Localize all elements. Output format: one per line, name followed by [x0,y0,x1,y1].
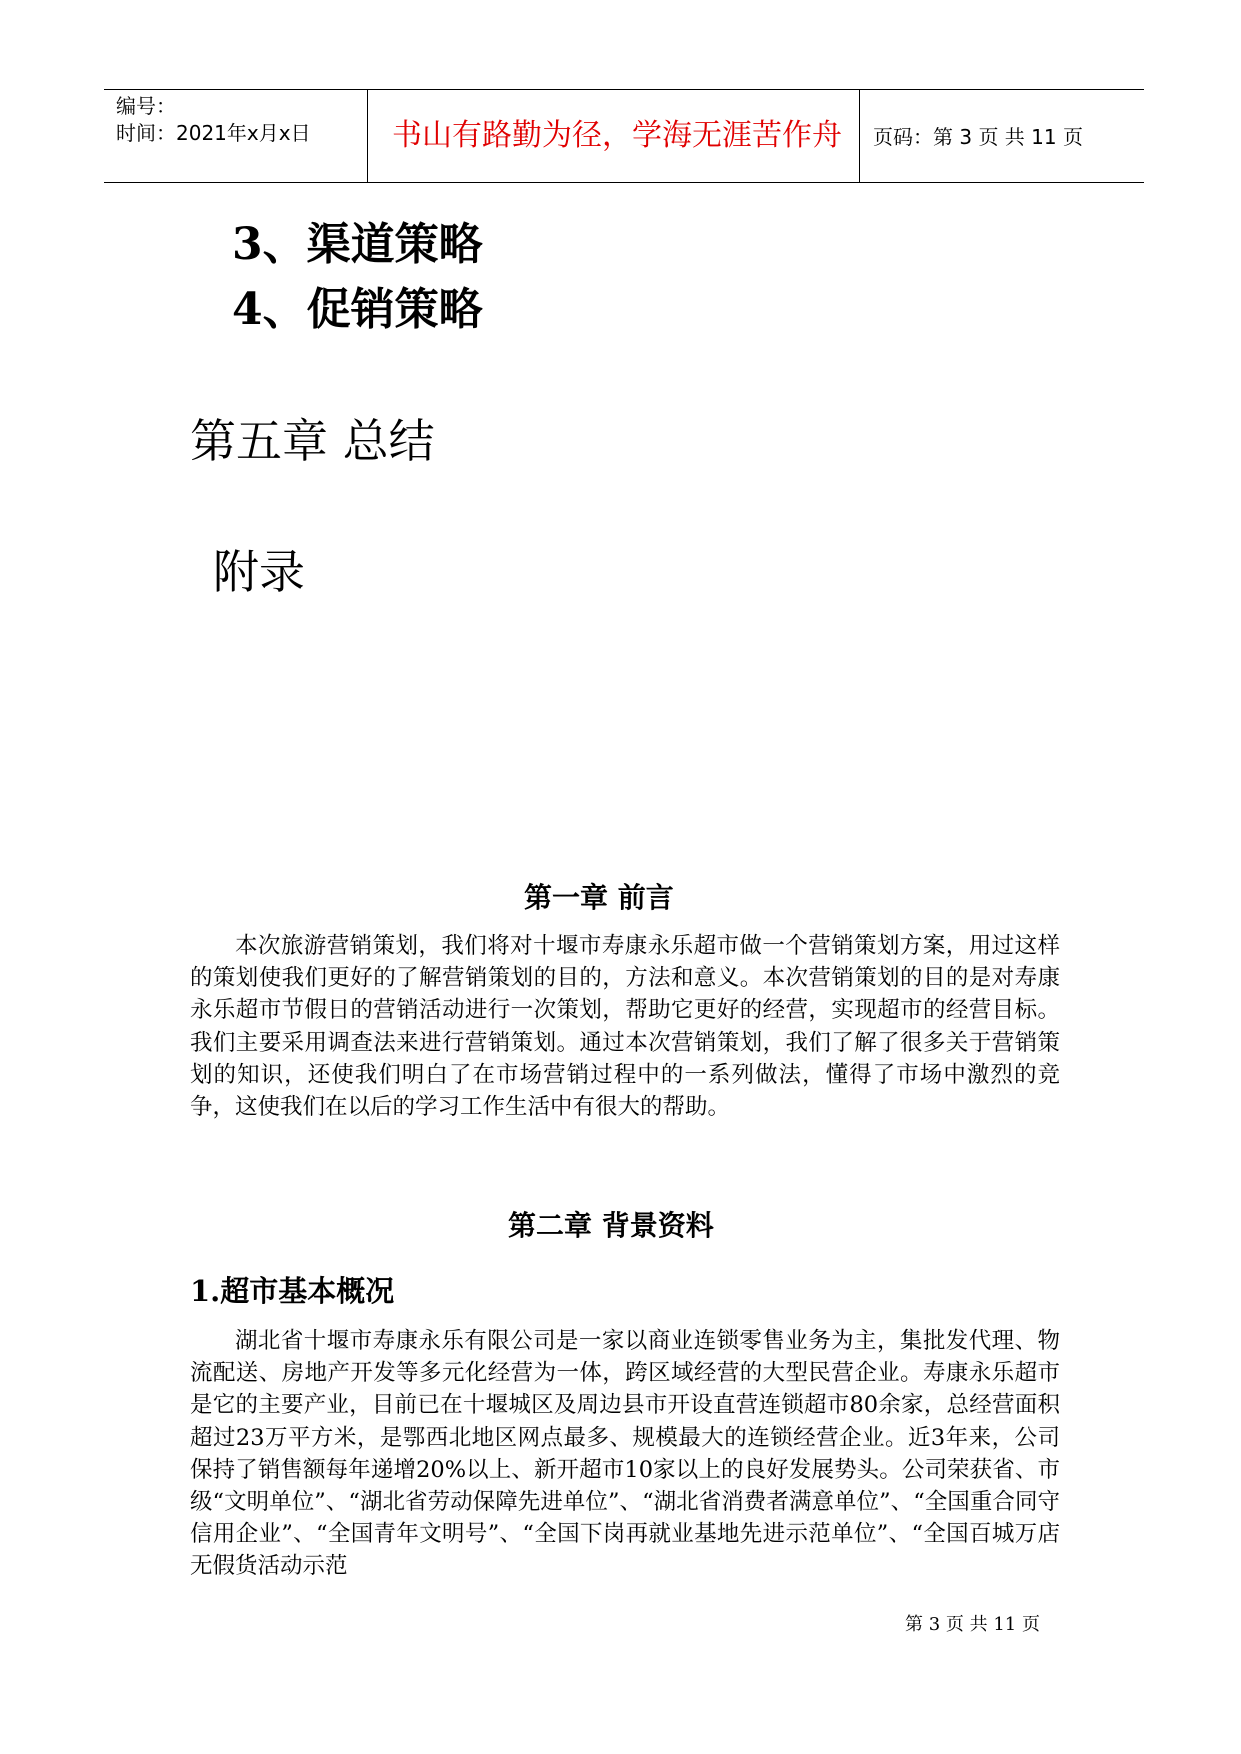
header-motto: 书山有路勤为径，学海无涯苦作舟 [392,118,842,153]
toc-chapter-five: 第五章 总结 [190,414,435,468]
section-one-body: 湖北省十堰市寿康永乐有限公司是一家以商业连锁零售业务为主，集批发代理、物流配送、房地产开发等多元化经营为一体，跨区域经营的大型民营企业。寿康永乐超市是它的主要产业，目前已在十堰城区及周边县市开设直营连锁超市80余家，总经营面积超过23万平方米，是鄂西北地区网点最多、规模最大的连锁经营企业。近3年来，公司保持了销售额每年递增20%以上、新开超市10家以上的良好发展势头。公司荣获省、市级“文明单位”、“湖北省劳动保障先进单位”、“湖北省消费者满意单位”、“全国重合同守信用企业”、“全国青年文明号”、“全国下岗再就业基地先进示范单位”、“全国百城万店无假货活动示范 [190,1328,1060,1580]
chapter-one-title: 第一章 前言 [524,881,674,914]
header-divider-right [859,89,860,183]
chapter-one-body: 本次旅游营销策划，我们将对十堰市寿康永乐超市做一个营销策划方案，用过这样的策划使我们更好的了解营销策划的目的，方法和意义。本次营销策划的目的是对寿康永乐超市节假日的营销活动进行一次策划，帮助它更好的经营，实现超市的经营目标。我们主要采用调查法来进行营销策划。通过本次营销策划，我们了解了很多关于营销策划的知识，还使我们明白了在市场营销过程中的一系列做法，懂得了市场中激烈的竞争，这使我们在以后的学习工作生活中有很大的帮助。 [190,933,1060,1121]
header-divider-left [367,89,368,183]
header-number-label: 编号： [116,94,176,118]
header-time-label: 时间：2021年x月x日 [116,121,311,145]
header-top-rule [104,89,1144,90]
page-footer: 第 3 页 共 11 页 [905,1614,1040,1635]
header-page-label: 页码：第 3 页 共 11 页 [873,125,1083,149]
toc-item-channel-strategy: 3、渠道策略 [232,219,483,270]
header-bottom-rule [104,182,1144,183]
toc-appendix: 附录 [213,545,305,599]
section-one-title: 1.超市基本概况 [190,1274,395,1308]
toc-item-promotion-strategy: 4、促销策略 [232,284,483,335]
chapter-two-title: 第二章 背景资料 [508,1209,714,1242]
